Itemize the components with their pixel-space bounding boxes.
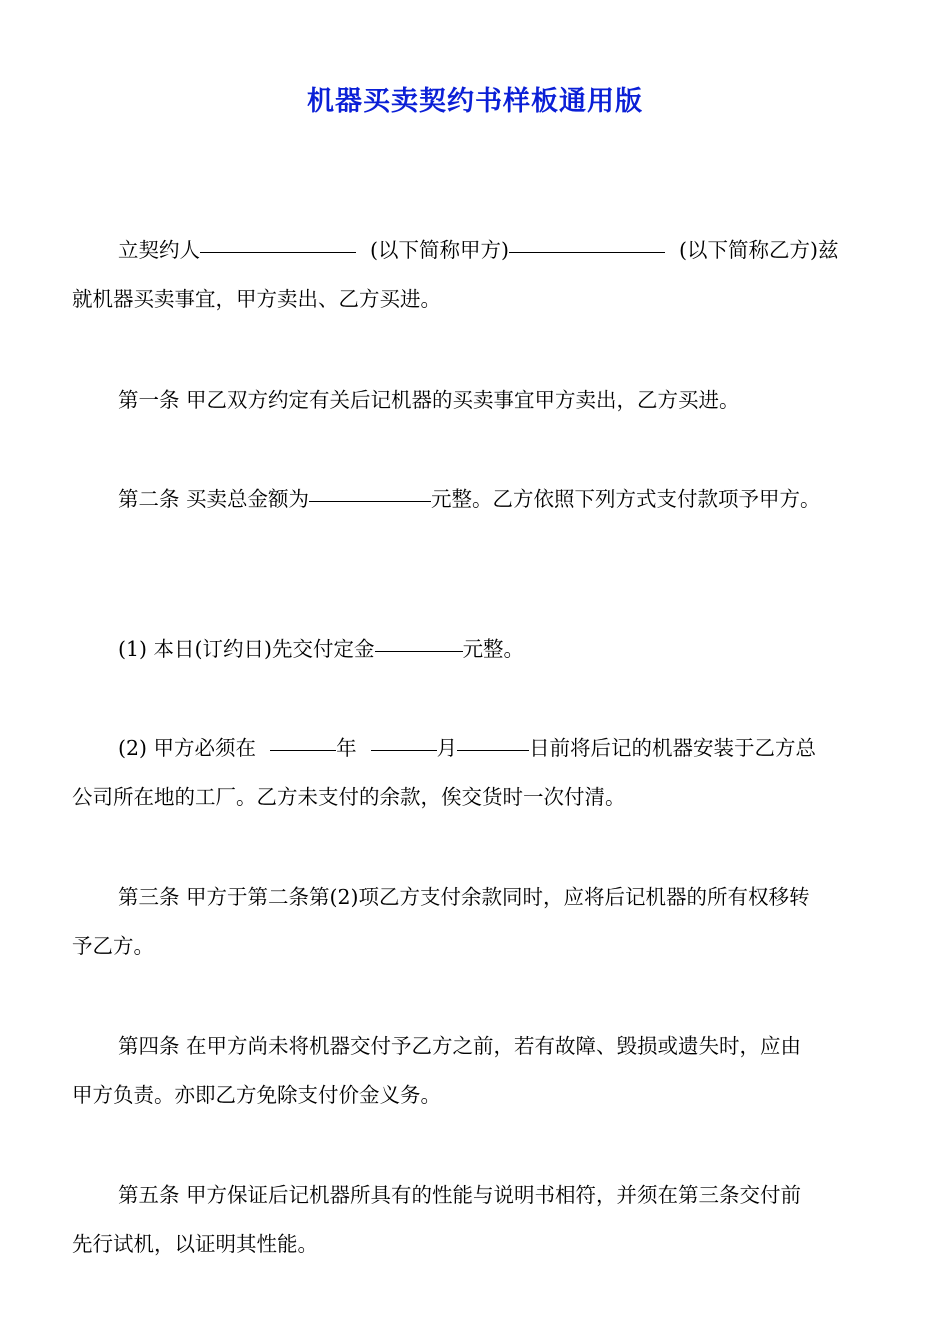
article-4-line-2: 甲方负责。亦即乙方免除支付价金义务。: [72, 1083, 441, 1107]
article-4-paragraph: [72, 1022, 878, 1120]
document-title: 机器买卖契约书样板通用版: [307, 86, 643, 117]
item-2-line-1: [118, 724, 878, 773]
year-label: 年: [336, 736, 357, 760]
party-a-note: (以下简称甲方): [370, 238, 509, 262]
month-label: 月: [436, 736, 458, 760]
total-amount-blank: [309, 500, 431, 502]
item-2-paragraph: [72, 724, 878, 822]
party-a-blank: [200, 251, 356, 253]
item-2-tail: 日前将后记的机器安装于乙方总: [529, 736, 817, 760]
item-1-lead: (1) 本日(订约日)先交付定金: [118, 637, 375, 661]
article-5-line-2: 先行试机，以证明其性能。: [72, 1232, 318, 1256]
article-3-line-2: 予乙方。: [72, 934, 154, 958]
article-4-line-1: 第四条 在甲方尚未将机器交付予乙方之前，若有故障、毁损或遗失时，应由: [118, 1034, 802, 1058]
preamble-line-2: 就机器买卖事宜，甲方卖出、乙方买进。: [72, 287, 441, 311]
article-3-line-1: 第三条 甲方于第二条第(2)项乙方支付余款同时，应将后记机器的所有权移转: [118, 885, 810, 909]
item-1-paragraph: [118, 625, 878, 674]
article-2-paragraph: [118, 475, 878, 524]
year-blank: [270, 749, 336, 751]
article-2-lead: 第二条 买卖总金额为: [118, 487, 310, 511]
item-1-tail: 元整。: [462, 637, 525, 661]
day-blank: [457, 749, 529, 751]
party-b-note: (以下简称乙方)兹: [679, 238, 839, 262]
article-1-text: 第一条 甲乙双方约定有关后记机器的买卖事宜甲方卖出，乙方买进。: [118, 388, 740, 412]
item-1-line: [118, 625, 878, 674]
preamble-paragraph: [72, 226, 878, 324]
preamble-lead: 立契约人: [118, 238, 200, 262]
deposit-amount-blank: [375, 650, 463, 652]
article-2-line: [118, 475, 878, 524]
article-5-paragraph: [72, 1171, 878, 1269]
month-blank: [371, 749, 437, 751]
article-2-tail: 元整。乙方依照下列方式支付款项予甲方。: [431, 487, 821, 511]
article-1-paragraph: [118, 376, 878, 425]
article-5-line-1: 第五条 甲方保证后记机器所具有的性能与说明书相符，并须在第三条交付前: [118, 1183, 802, 1207]
item-2-line-2: 公司所在地的工厂。乙方未支付的余款，俟交货时一次付清。: [72, 785, 626, 809]
party-b-blank: [509, 251, 665, 253]
preamble-line-1: [118, 226, 878, 275]
item-2-lead: (2) 甲方必须在: [118, 736, 257, 760]
article-3-paragraph: [72, 873, 878, 971]
